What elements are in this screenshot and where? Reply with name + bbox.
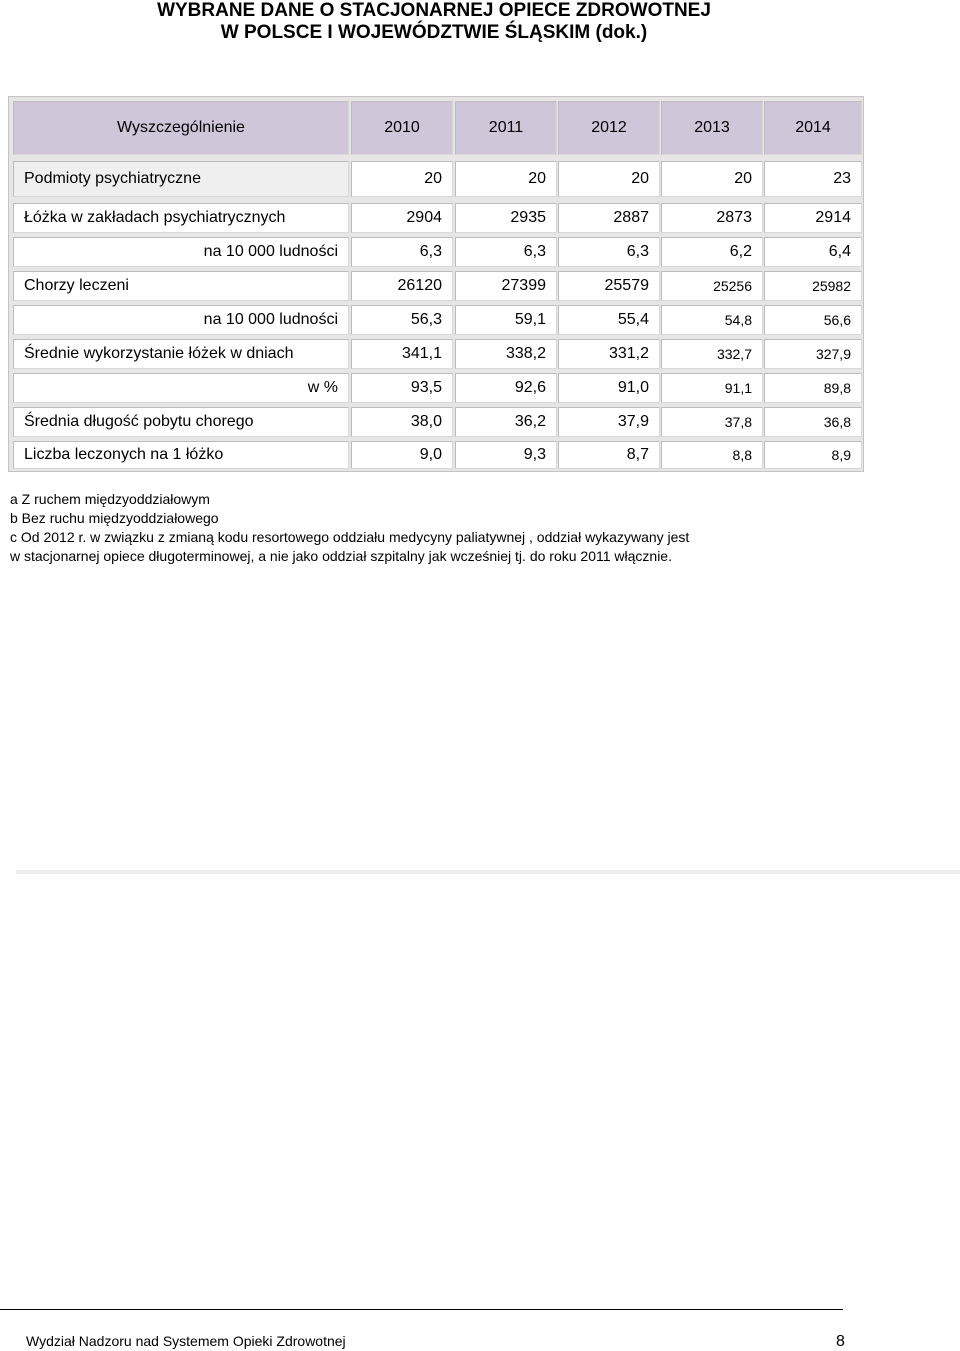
table-cell: 332,7 xyxy=(661,339,763,369)
table-cell: 37,8 xyxy=(661,407,763,437)
table-cell: 8,9 xyxy=(764,441,862,469)
table-cell: 56,6 xyxy=(764,305,862,335)
table-cell: 2904 xyxy=(351,203,453,233)
table-cell: 25982 xyxy=(764,271,862,301)
table-header-year: 2010 xyxy=(351,101,453,155)
row-label: w % xyxy=(13,373,349,403)
table-cell: 93,5 xyxy=(351,373,453,403)
footnote-a: a Z ruchem międzyoddziałowym xyxy=(10,491,210,507)
table-cell: 2887 xyxy=(558,203,660,233)
table-header-year: 2013 xyxy=(661,101,763,155)
table-cell: 327,9 xyxy=(764,339,862,369)
table-cell: 23 xyxy=(764,161,862,197)
row-label: na 10 000 ludności xyxy=(13,305,349,335)
table-cell: 6,3 xyxy=(351,237,453,267)
row-label: Liczba leczonych na 1 łóżko xyxy=(13,441,349,469)
table-header-year: 2014 xyxy=(764,101,862,155)
page-title xyxy=(0,0,868,44)
faint-divider xyxy=(16,870,960,874)
row-label: Podmioty psychiatryczne xyxy=(13,161,349,197)
table-cell: 20 xyxy=(558,161,660,197)
table-cell: 20 xyxy=(661,161,763,197)
table-cell: 9,3 xyxy=(455,441,557,469)
row-label: Chorzy leczeni xyxy=(13,271,349,301)
table-cell: 91,0 xyxy=(558,373,660,403)
table-cell: 8,8 xyxy=(661,441,763,469)
table-cell: 38,0 xyxy=(351,407,453,437)
table-cell: 20 xyxy=(455,161,557,197)
table-header-label: Wyszczególnienie xyxy=(13,101,349,155)
table-cell: 331,2 xyxy=(558,339,660,369)
table-cell: 25579 xyxy=(558,271,660,301)
footer-divider xyxy=(0,1309,843,1310)
table-cell: 338,2 xyxy=(455,339,557,369)
row-label: Średnie wykorzystanie łóżek w dniach xyxy=(13,339,349,369)
footnote-b: b Bez ruchu międzyoddziałowego xyxy=(10,510,219,526)
table-cell: 36,2 xyxy=(455,407,557,437)
table-cell: 6,4 xyxy=(764,237,862,267)
footnotes xyxy=(10,490,689,566)
table-cell: 2914 xyxy=(764,203,862,233)
row-label: Średnia długość pobytu chorego xyxy=(13,407,349,437)
footnote-c-continued: w stacjonarnej opiece długoterminowej, a nie jako oddział szpitalny jak wcześniej tj. do roku 2011 włącznie. xyxy=(10,548,672,564)
page-number: 8 xyxy=(836,1333,845,1350)
statistics-table xyxy=(8,96,864,472)
table-cell: 6,2 xyxy=(661,237,763,267)
footnote-c: c Od 2012 r. w związku z zmianą kodu resortowego oddziału medycyny paliatywnej , oddział wykazywany jest xyxy=(10,529,690,545)
table-cell: 25256 xyxy=(661,271,763,301)
table-cell: 27399 xyxy=(455,271,557,301)
table-cell: 2935 xyxy=(455,203,557,233)
table-cell: 9,0 xyxy=(351,441,453,469)
table-cell: 37,9 xyxy=(558,407,660,437)
page-title-line-1: WYBRANE DANE O STACJONARNEJ OPIECE ZDROWOTNEJ xyxy=(157,0,711,21)
table-cell: 56,3 xyxy=(351,305,453,335)
row-label: Łóżka w zakładach psychiatrycznych xyxy=(13,203,349,233)
table-cell: 2873 xyxy=(661,203,763,233)
table-cell: 20 xyxy=(351,161,453,197)
table-cell: 6,3 xyxy=(455,237,557,267)
table-cell: 59,1 xyxy=(455,305,557,335)
table-cell: 91,1 xyxy=(661,373,763,403)
table-header-year: 2011 xyxy=(455,101,557,155)
table-cell: 36,8 xyxy=(764,407,862,437)
table-cell: 26120 xyxy=(351,271,453,301)
table-header-year: 2012 xyxy=(558,101,660,155)
table-cell: 55,4 xyxy=(558,305,660,335)
table-cell: 92,6 xyxy=(455,373,557,403)
table-cell: 54,8 xyxy=(661,305,763,335)
page-title-line-2: W POLSCE I WOJEWÓDZTWIE ŚLĄSKIM (dok.) xyxy=(220,22,648,43)
table-cell: 89,8 xyxy=(764,373,862,403)
row-label: na 10 000 ludności xyxy=(13,237,349,267)
footer-organization: Wydział Nadzoru nad Systemem Opieki Zdrowotnej xyxy=(26,1333,346,1349)
table-cell: 6,3 xyxy=(558,237,660,267)
table-cell: 8,7 xyxy=(558,441,660,469)
table-cell: 341,1 xyxy=(351,339,453,369)
